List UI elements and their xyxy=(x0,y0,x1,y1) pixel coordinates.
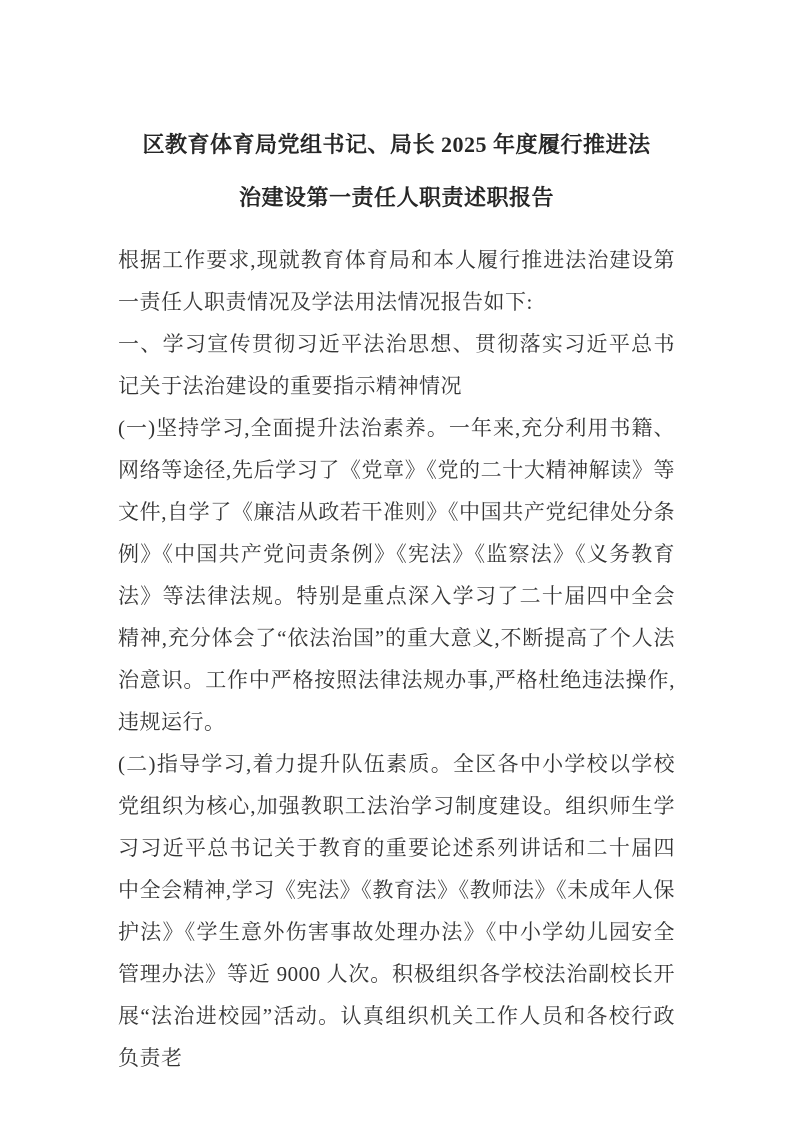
document-body xyxy=(118,239,675,1079)
paragraph-item-one: (一)坚持学习,全面提升法治素养。一年来,充分利用书籍、网络等途径,先后学习了《党章》《党的二十大精神解读》等文件,自学了《廉洁从政若干准则》《中国共产党纪律处分条例》《中国共产党问责条例》《宪法》《监察法》《义务教育法》等法律法规。特别是重点深入学习了二十届四中全会精神,充分体会了“依法治国”的重大意义,不断提高了个人法治意识。工作中严格按照法律法规办事,严格杜绝违法操作,违规运行。 xyxy=(118,416,675,734)
document-title xyxy=(118,118,675,224)
paragraph-item-two: (二)指导学习,着力提升队伍素质。全区各中小学校以学校党组织为核心,加强教职工法治学习制度建设。组织师生学习习近平总书记关于教育的重要论述系列讲话和二十届四中全会精神,学习《宪法》《教育法》《教师法》《未成年人保护法》《学生意外伤害事故处理办法》《中小学幼儿园安全管理办法》等近 9000 人次。积极组织各学校法治副校长开展“法治进校园”活动。认真组织机关工作人员和各校行政负责老 xyxy=(118,752,675,1070)
paragraph-intro: 根据工作要求,现就教育体育局和本人履行推进法治建设第一责任人职责情况及学法用法情况报告如下: xyxy=(118,248,675,314)
paragraph-section-heading: 一、学习宣传贯彻习近平法治思想、贯彻落实习近平总书记关于法治建设的重要指示精神情况 xyxy=(118,332,675,398)
document-title-line-1: 区教育体育局党组书记、局长 2025 年度履行推进法 xyxy=(142,132,651,157)
document-title-line-2: 治建设第一责任人职责述职报告 xyxy=(238,185,554,210)
